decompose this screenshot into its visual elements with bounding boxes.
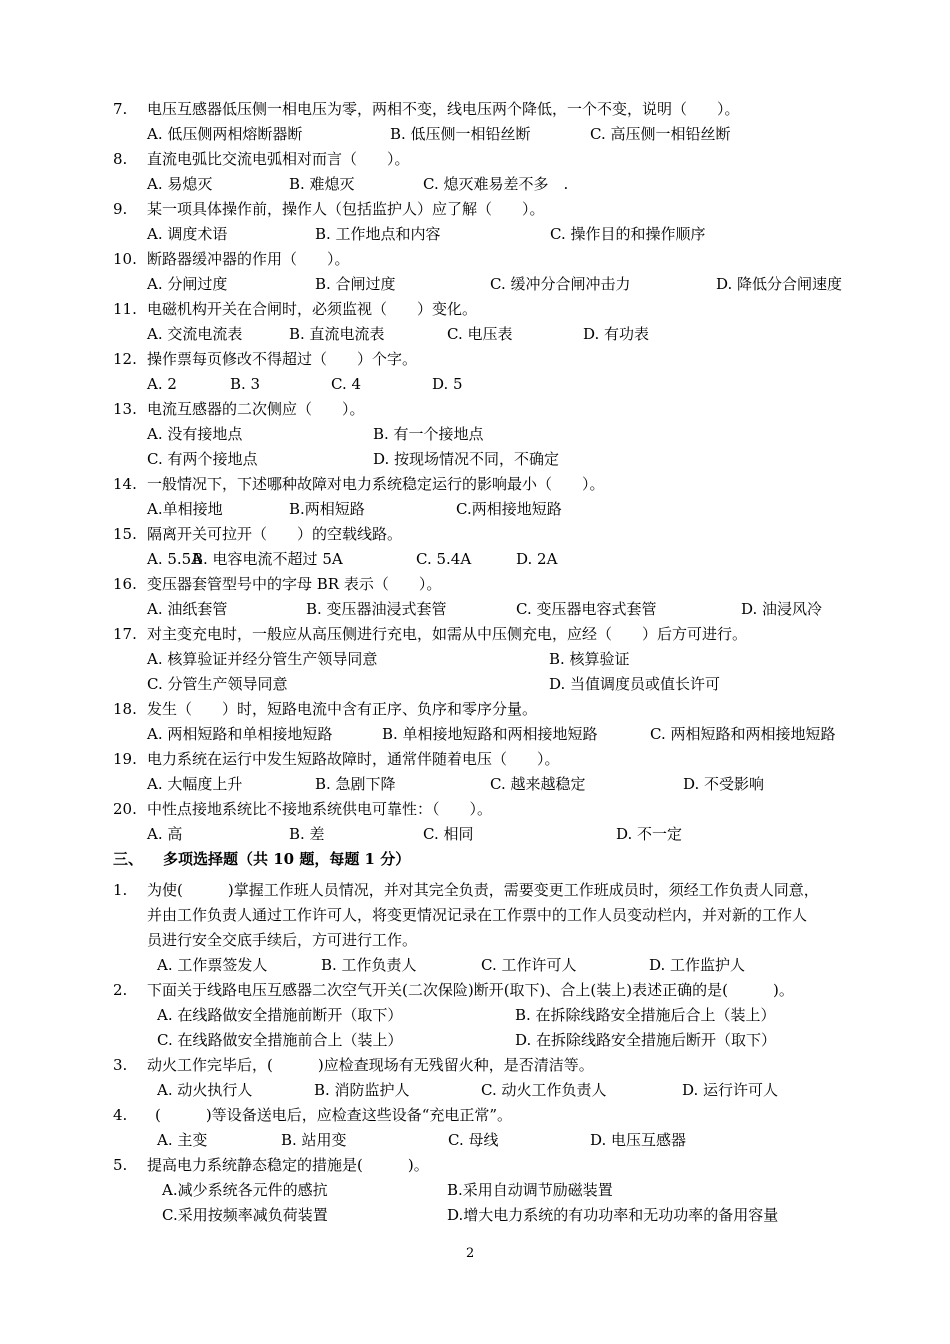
question-number: 15.	[113, 525, 137, 543]
option: A. 交流电流表	[147, 325, 243, 343]
option: C. 缓冲分合闸冲击力	[490, 275, 631, 293]
option: C.采用按频率减负荷装置	[162, 1206, 328, 1224]
option: B. 工作地点和内容	[315, 225, 441, 243]
question-number: 3.	[113, 1056, 128, 1074]
option: A. 动火执行人	[157, 1081, 253, 1099]
option: B. 差	[289, 825, 325, 843]
option: D. 按现场情况不同，不确定	[373, 450, 560, 468]
question-text: 动火工作完毕后，( )应检查现场有无残留火种，是否清洁等。	[147, 1056, 594, 1074]
question-text: 提高电力系统静态稳定的措施是( )。	[147, 1156, 429, 1174]
option: C. 在线路做安全措施前合上（装上）	[157, 1031, 403, 1049]
option: B. 变压器油浸式套管	[306, 600, 447, 618]
option: A. 没有接地点	[147, 425, 243, 443]
option: B. 急剧下降	[315, 775, 396, 793]
option: B. 在拆除线路安全措施后合上（装上）	[515, 1006, 776, 1024]
question-number: 1.	[113, 881, 128, 899]
option: A. 主变	[157, 1131, 208, 1149]
option: B. 有一个接地点	[373, 425, 484, 443]
option: D. 降低分合闸速度	[716, 275, 843, 293]
option: A. 两相短路和单相接地短路	[147, 725, 333, 743]
option: D. 不一定	[616, 825, 683, 843]
option: B. 3	[230, 375, 261, 393]
option: C. 5.4A	[416, 550, 472, 568]
question-number: 19.	[113, 750, 137, 768]
option: C. 高压侧一相铅丝断	[590, 125, 731, 143]
option: D. 油浸风冷	[741, 600, 823, 618]
question-text: 某一项具体操作前，操作人（包括监护人）应了解（ ）。	[147, 200, 545, 218]
option: B. 难熄灭	[289, 175, 355, 193]
question-number: 13.	[113, 400, 137, 418]
option: B. 消防监护人	[314, 1081, 410, 1099]
question-number: 17.	[113, 625, 137, 643]
question-number: 14.	[113, 475, 137, 493]
option: C. 电压表	[447, 325, 513, 343]
option: C. 母线	[448, 1131, 499, 1149]
option: D. 工作监护人	[649, 956, 746, 974]
question-text: 电磁机构开关在合闸时，必须监视（ ）变化。	[147, 300, 478, 318]
question-text: 直流电弧比交流电弧相对而言（ ）。	[147, 150, 410, 168]
option: D. 运行许可人	[682, 1081, 779, 1099]
question-text: 电压互感器低压侧一相电压为零，两相不变，线电压两个降低，一个不变，说明（ ）。	[147, 100, 740, 118]
option: D. 有功表	[583, 325, 650, 343]
question-text: 电力系统在运行中发生短路故障时，通常伴随着电压（ ）。	[147, 750, 560, 768]
option: A. 大幅度上升	[147, 775, 243, 793]
option: D. 电压互感器	[590, 1131, 687, 1149]
option: A.减少系统各元件的感抗	[162, 1181, 328, 1199]
option: B. 站用变	[281, 1131, 347, 1149]
option: C.两相接地短路	[456, 500, 562, 518]
option: A. 核算验证并经分管生产领导同意	[147, 650, 378, 668]
option: C. 动火工作负责人	[481, 1081, 607, 1099]
question-number: 20.	[113, 800, 137, 818]
option: B. 核算验证	[549, 650, 630, 668]
question-number: 5.	[113, 1156, 128, 1174]
option: D. 当值调度员或值长许可	[549, 675, 721, 693]
question-number: 2.	[113, 981, 128, 999]
option: A. 工作票签发人	[157, 956, 268, 974]
option: B. 电容电流不超过 5A	[192, 550, 343, 568]
question-text: 对主变充电时，一般应从高压侧进行充电，如需从中压侧充电，应经（ ）后方可进行。	[147, 625, 748, 643]
option: C. 越来越稳定	[490, 775, 586, 793]
option: D. 在拆除线路安全措施后断开（取下）	[515, 1031, 777, 1049]
option: D. 2A	[516, 550, 558, 568]
option: B. 工作负责人	[321, 956, 417, 974]
question-text: 变压器套管型号中的字母 BR 表示（ ）。	[147, 575, 442, 593]
question-text: 下面关于线路电压互感器二次空气开关(二次保险)断开(取下)、合上(装上)表述正确的是( )。	[147, 981, 794, 999]
question-number: 8.	[113, 150, 128, 168]
question-number: 4.	[113, 1106, 128, 1124]
option: A. 分闸过度	[147, 275, 228, 293]
option: C. 操作目的和操作顺序	[550, 225, 706, 243]
option: D. 不受影响	[683, 775, 765, 793]
question-text: 电流互感器的二次侧应（ ）。	[147, 400, 365, 418]
option: B. 低压侧一相铅丝断	[390, 125, 531, 143]
option: B. 单相接地短路和两相接地短路	[382, 725, 598, 743]
option: A. 在线路做安全措施前断开（取下）	[157, 1006, 403, 1024]
option: A.单相接地	[147, 500, 223, 518]
question-text: ( )等设备送电后，应检查这些设备“充电正常”。	[155, 1106, 513, 1124]
option: A. 2	[147, 375, 177, 393]
option: A. 5.5A	[147, 550, 203, 568]
question-number: 7.	[113, 100, 128, 118]
question-text: 为使( )掌握工作班人员情况，并对其完全负责，需要变更工作班成员时，须经工作负责人同意，	[147, 881, 819, 899]
question-text: 中性点接地系统比不接地系统供电可靠性：（ ）。	[147, 800, 493, 818]
option: A. 低压侧两相熔断器断	[147, 125, 303, 143]
question-number: 18.	[113, 700, 137, 718]
option: A. 高	[147, 825, 183, 843]
option: B. 直流电流表	[289, 325, 385, 343]
question-number: 9.	[113, 200, 128, 218]
question-text: 操作票每页修改不得超过（ ）个字。	[147, 350, 418, 368]
option: A. 易熄灭	[147, 175, 213, 193]
option: C. 分管生产领导同意	[147, 675, 288, 693]
option: C. 有两个接地点	[147, 450, 258, 468]
option: C. 变压器电容式套管	[516, 600, 657, 618]
question-text: 员进行安全交底手续后，方可进行工作。	[147, 931, 418, 949]
option: D. 5	[432, 375, 463, 393]
option: A. 油纸套管	[147, 600, 228, 618]
question-text: 断路器缓冲器的作用（ ）。	[147, 250, 350, 268]
question-text: 一般情况下，下述哪种故障对电力系统稳定运行的影响最小（ ）。	[147, 475, 605, 493]
question-number: 16.	[113, 575, 137, 593]
question-number: 10.	[113, 250, 137, 268]
option: A. 调度术语	[147, 225, 228, 243]
question-text: 发生（ ）时，短路电流中含有正序、负序和零序分量。	[147, 700, 538, 718]
option: B.采用自动调节励磁装置	[447, 1181, 613, 1199]
option: C. 4	[331, 375, 362, 393]
question-text: 隔离开关可拉开（ ）的空载线路。	[147, 525, 403, 543]
question-text: 并由工作负责人通过工作许可人，将变更情况记录在工作票中的工作人员变动栏内，并对新的工作人	[147, 906, 808, 924]
option: B. 合闸过度	[315, 275, 396, 293]
option: C. 相同	[423, 825, 474, 843]
option: D.增大电力系统的有功功率和无功功率的备用容量	[447, 1206, 779, 1224]
option: C. 工作许可人	[481, 956, 577, 974]
option: C. 两相短路和两相接地短路	[650, 725, 836, 743]
question-number: 11.	[113, 300, 137, 318]
option: B.两相短路	[289, 500, 365, 518]
page-number: 2	[466, 1246, 475, 1261]
section-number: 三、	[113, 850, 144, 868]
option: C. 熄灭难易差不多 .	[423, 175, 569, 193]
section-title: 多项选择题（共 10 题，每题 1 分）	[163, 850, 411, 868]
question-number: 12.	[113, 350, 137, 368]
